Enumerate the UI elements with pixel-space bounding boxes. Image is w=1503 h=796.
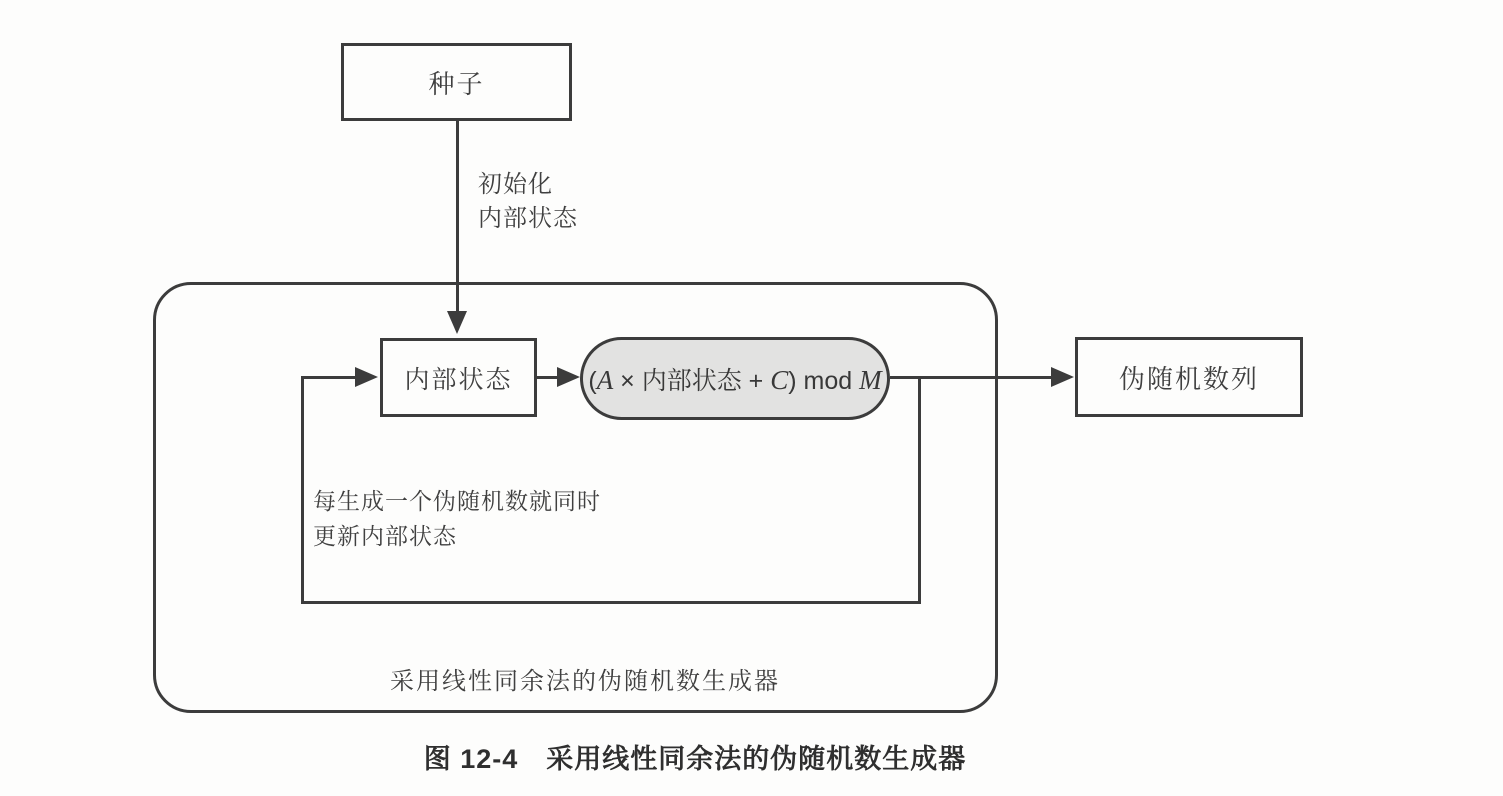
internal-state-box xyxy=(380,338,537,417)
seed-box xyxy=(341,43,572,121)
init-label-line2: 内部状态 xyxy=(478,205,578,232)
state-to-formula-line xyxy=(537,376,559,379)
output-box xyxy=(1075,337,1303,417)
formula-text xyxy=(588,361,881,397)
feedback-bottom-line xyxy=(301,601,921,604)
formula-to-output-arrowhead-icon xyxy=(1051,367,1074,387)
feedback-top-line xyxy=(301,376,356,379)
formula-var-m: M xyxy=(859,364,882,395)
figure-caption-number: 图 12-4 xyxy=(423,744,519,774)
init-label xyxy=(478,168,578,236)
seed-box-label: 种子 xyxy=(428,68,485,99)
feedback-note-line1: 每生成一个伪随机数就同时 xyxy=(313,488,601,514)
figure-caption xyxy=(0,737,1390,776)
formula-open-paren: ( xyxy=(588,366,597,395)
feedback-left-line xyxy=(301,377,304,604)
feedback-note xyxy=(313,484,601,554)
init-label-line1: 初始化 xyxy=(478,171,553,198)
formula-close-mod: ) mod xyxy=(788,366,860,395)
feedback-note-line2: 更新内部状态 xyxy=(313,523,457,549)
output-box-label: 伪随机数列 xyxy=(1118,363,1259,394)
feedback-right-line xyxy=(918,378,921,604)
feedback-arrowhead-icon xyxy=(355,367,378,387)
formula-var-a: A xyxy=(596,364,614,395)
seed-arrow-line xyxy=(456,121,459,313)
internal-state-label: 内部状态 xyxy=(404,365,513,394)
formula-var-c: C xyxy=(770,364,789,395)
formula-middle: × 内部状态 + xyxy=(613,366,771,395)
figure-caption-title: 采用线性同余法的伪随机数生成器 xyxy=(546,744,967,774)
seed-arrowhead-icon xyxy=(447,311,467,334)
generator-container-label: 采用线性同余法的伪随机数生成器 xyxy=(390,668,780,695)
formula-to-output-line xyxy=(890,376,1053,379)
formula-pill xyxy=(580,337,890,420)
state-to-formula-arrowhead-icon xyxy=(557,367,580,387)
